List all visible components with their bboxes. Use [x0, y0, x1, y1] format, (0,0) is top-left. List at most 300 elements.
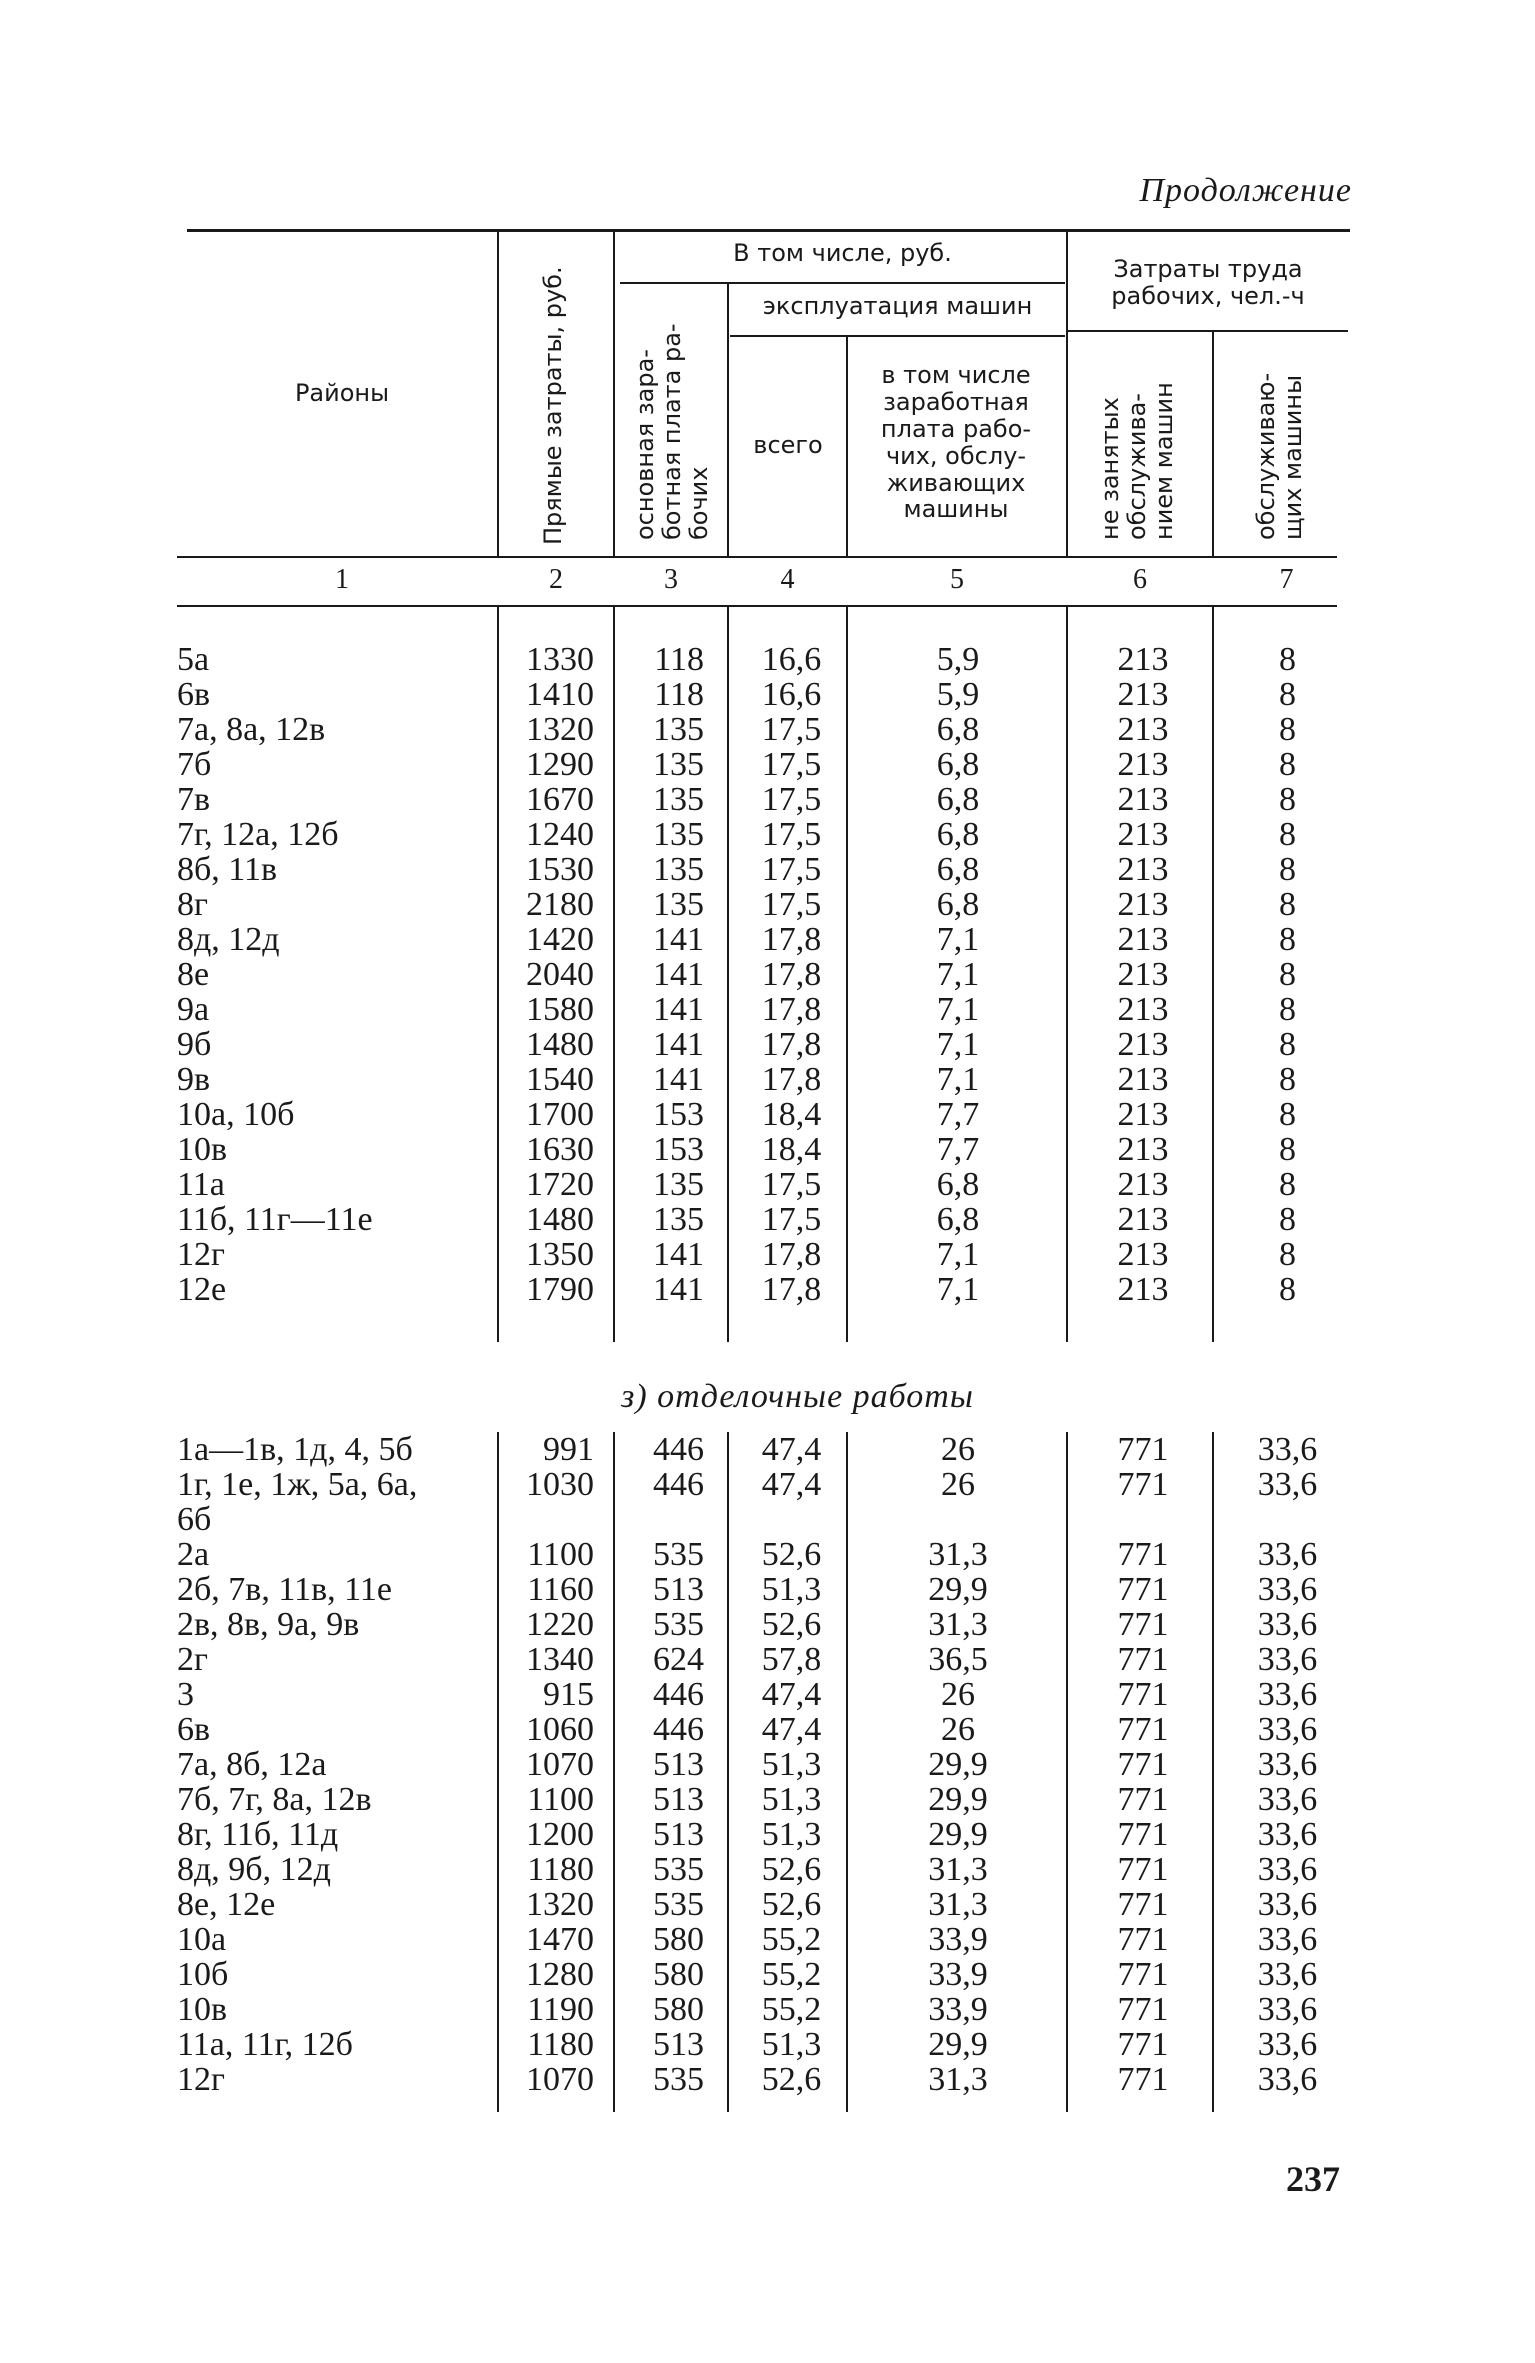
- labor-not-servicing-cell: 771: [1117, 1676, 1169, 1713]
- labor-not-servicing-cell: 771: [1117, 1536, 1169, 1573]
- machine-total-cell: 52,6: [761, 1536, 822, 1573]
- direct-cost-cell: 1160: [527, 1571, 594, 1608]
- direct-cost-cell: 1180: [527, 1851, 594, 1888]
- labor-not-servicing-cell: 213: [1117, 641, 1169, 678]
- machine-wage-cell: 7,1: [936, 991, 980, 1028]
- region-cell: 5а: [177, 641, 210, 678]
- table-row: [0, 852, 1535, 887]
- base-wage-cell: 580: [653, 1921, 704, 1958]
- labor-not-servicing-cell: 771: [1117, 1431, 1169, 1468]
- labor-servicing-cell: 8: [1279, 1131, 1296, 1168]
- machine-total-cell: 17,8: [761, 1026, 822, 1063]
- labor-servicing-cell: 8: [1279, 886, 1296, 923]
- machine-total-cell: 51,3: [761, 2026, 822, 2063]
- machine-total-cell: 17,5: [761, 1166, 822, 1203]
- region-cell: 2г: [177, 1641, 208, 1678]
- machine-wage-cell: 33,9: [928, 1991, 988, 2028]
- labor-not-servicing-cell: 771: [1117, 1571, 1169, 1608]
- machine-total-cell: 51,3: [761, 1571, 822, 1608]
- header-divider: [846, 337, 848, 556]
- section-title: з) отделочные работы: [621, 1378, 974, 1415]
- direct-cost-cell: 1100: [527, 1781, 594, 1818]
- header-divider: [613, 232, 615, 556]
- direct-cost-cell: 1220: [526, 1606, 594, 1643]
- base-wage-cell: 135: [653, 1201, 704, 1238]
- labor-servicing-cell: 33,6: [1257, 1571, 1318, 1608]
- table-row: [0, 747, 1535, 782]
- machine-total-cell: 17,5: [761, 886, 822, 923]
- labor-servicing-cell: 33,6: [1257, 1641, 1318, 1678]
- labor-not-servicing-cell: 213: [1117, 1201, 1169, 1238]
- table-row: [0, 1852, 1535, 1887]
- machine-total-cell: 57,8: [761, 1641, 822, 1678]
- labor-not-servicing-cell: 213: [1117, 991, 1169, 1028]
- base-wage-cell: 141: [653, 1026, 704, 1063]
- direct-cost-cell: 1030: [526, 1466, 594, 1503]
- labor-not-servicing-cell: 213: [1117, 886, 1169, 923]
- machine-total-cell: 51,3: [761, 1816, 822, 1853]
- labor-servicing-cell: 8: [1279, 1271, 1296, 1308]
- subheader-rule: [620, 282, 1065, 284]
- machine-total-cell: 17,8: [761, 991, 822, 1028]
- direct-cost-cell: 1190: [527, 1991, 594, 2028]
- labor-not-servicing-cell: 771: [1117, 1816, 1169, 1853]
- direct-cost-cell: 1410: [526, 676, 594, 713]
- header-labor-costs: Затраты труда рабочих, чел.-ч: [1111, 255, 1305, 310]
- labor-not-servicing-cell: 771: [1117, 1991, 1169, 2028]
- region-cell: 11а: [177, 1166, 225, 1203]
- labor-servicing-cell: 33,6: [1257, 1921, 1318, 1958]
- labor-servicing-cell: 33,6: [1257, 1711, 1318, 1748]
- labor-not-servicing-cell: 213: [1117, 1271, 1169, 1308]
- labor-servicing-cell: 8: [1279, 991, 1296, 1028]
- machine-wage-cell: 36,5: [928, 1641, 988, 1678]
- table-row: [0, 1572, 1535, 1607]
- direct-cost-cell: 1790: [526, 1271, 594, 1308]
- machine-wage-cell: 29,9: [928, 1746, 988, 1783]
- machine-wage-cell: 7,1: [936, 1026, 980, 1063]
- labor-not-servicing-cell: 213: [1117, 851, 1169, 888]
- region-cell: 2б, 7в, 11в, 11е: [177, 1571, 392, 1608]
- labor-not-servicing-cell: 771: [1117, 2061, 1169, 2098]
- base-wage-cell: 446: [653, 1711, 704, 1748]
- direct-cost-cell: 1240: [526, 816, 594, 853]
- region-cell: 11а, 11г, 12б: [177, 2026, 353, 2063]
- direct-cost-cell: 1350: [526, 1236, 594, 1273]
- header-not-servicing: не занятых обслужива- нием машин: [1096, 382, 1178, 540]
- table-row: [0, 922, 1535, 957]
- machine-wage-cell: 29,9: [928, 1816, 988, 1853]
- machine-wage-cell: 31,3: [928, 1606, 988, 1643]
- labor-servicing-cell: 33,6: [1257, 1746, 1318, 1783]
- labor-servicing-cell: 8: [1279, 676, 1296, 713]
- machine-total-cell: 55,2: [761, 1956, 822, 1993]
- base-wage-cell: 446: [653, 1676, 704, 1713]
- machine-total-cell: 17,8: [761, 956, 822, 993]
- machine-wage-cell: 6,8: [936, 851, 980, 888]
- machine-total-cell: 17,5: [761, 851, 822, 888]
- labor-servicing-cell: 33,6: [1257, 1431, 1318, 1468]
- region-cell: 1а—1в, 1д, 4, 5б: [177, 1431, 413, 1468]
- labor-servicing-cell: 33,6: [1257, 1816, 1318, 1853]
- direct-cost-cell: 1700: [526, 1096, 594, 1133]
- table-row: [0, 1202, 1535, 1237]
- labor-servicing-cell: 33,6: [1257, 1956, 1318, 1993]
- machine-wage-cell: 7,1: [936, 1271, 980, 1308]
- table-row: [0, 712, 1535, 747]
- base-wage-cell: 535: [653, 2061, 704, 2098]
- base-wage-cell: 446: [653, 1466, 704, 1503]
- base-wage-cell: 118: [654, 676, 704, 713]
- region-cell: 8г: [177, 886, 208, 923]
- column-number: 5: [950, 564, 964, 595]
- machine-total-cell: 17,8: [761, 1236, 822, 1273]
- labor-not-servicing-cell: 771: [1117, 1956, 1169, 1993]
- direct-cost-cell: 1530: [526, 851, 594, 888]
- table-row: [0, 1132, 1535, 1167]
- machine-total-cell: 17,5: [761, 816, 822, 853]
- region-cell: 10б: [177, 1956, 229, 1993]
- base-wage-cell: 535: [653, 1606, 704, 1643]
- machine-wage-cell: 33,9: [928, 1956, 988, 1993]
- region-cell: 10а, 10б: [177, 1096, 295, 1133]
- table-row: [0, 1237, 1535, 1272]
- table-row: [0, 1992, 1535, 2027]
- table-row: [0, 1922, 1535, 1957]
- table-row: [0, 1167, 1535, 1202]
- labor-servicing-cell: 33,6: [1257, 1676, 1318, 1713]
- labor-servicing-cell: 8: [1279, 1026, 1296, 1063]
- labor-servicing-cell: 8: [1279, 641, 1296, 678]
- header-servicing: обслуживаю- щих машины: [1252, 372, 1307, 540]
- direct-cost-cell: 1720: [526, 1166, 594, 1203]
- labor-not-servicing-cell: 213: [1117, 1236, 1169, 1273]
- page-number: 237: [1286, 2159, 1340, 2199]
- base-wage-cell: 535: [653, 1886, 704, 1923]
- machine-wage-cell: 31,3: [928, 1536, 988, 1573]
- labor-not-servicing-cell: 771: [1117, 1466, 1169, 1503]
- table-row: [0, 887, 1535, 922]
- table-row: [0, 1467, 1535, 1502]
- labor-servicing-cell: 8: [1279, 711, 1296, 748]
- machine-wage-cell: 26: [941, 1466, 975, 1503]
- labor-not-servicing-cell: 213: [1117, 921, 1169, 958]
- table-row: [0, 817, 1535, 852]
- base-wage-cell: 446: [653, 1431, 704, 1468]
- region-cell: 8е, 12е: [177, 1886, 276, 1923]
- labor-not-servicing-cell: 771: [1117, 1851, 1169, 1888]
- region-cell: 12е: [177, 1271, 227, 1308]
- labor-not-servicing-cell: 771: [1117, 1921, 1169, 1958]
- machine-total-cell: 18,4: [761, 1131, 822, 1168]
- base-wage-cell: 118: [654, 641, 704, 678]
- base-wage-cell: 513: [653, 2026, 704, 2063]
- machine-wage-cell: 6,8: [936, 781, 980, 818]
- column-number: 1: [335, 564, 349, 595]
- region-cell: 9а: [177, 991, 210, 1028]
- machine-wage-cell: 29,9: [928, 2026, 988, 2063]
- base-wage-cell: 135: [653, 851, 704, 888]
- machine-total-cell: 51,3: [761, 1746, 822, 1783]
- direct-cost-cell: 1670: [526, 781, 594, 818]
- labor-not-servicing-cell: 771: [1117, 1886, 1169, 1923]
- base-wage-cell: 135: [653, 1166, 704, 1203]
- machine-wage-cell: 31,3: [928, 1851, 988, 1888]
- table-row: [0, 1062, 1535, 1097]
- machine-total-cell: 52,6: [761, 1851, 822, 1888]
- base-wage-cell: 535: [653, 1851, 704, 1888]
- labor-servicing-cell: 8: [1279, 1166, 1296, 1203]
- labor-servicing-cell: 8: [1279, 956, 1296, 993]
- machine-wage-cell: 7,1: [936, 1236, 980, 1273]
- base-wage-cell: 141: [653, 956, 704, 993]
- direct-cost-cell: 991: [543, 1431, 594, 1468]
- region-cell: 7в: [177, 781, 211, 818]
- base-wage-cell: 580: [653, 1956, 704, 1993]
- header-bottom-rule: [177, 556, 1337, 558]
- table-row: [0, 1817, 1535, 1852]
- region-cell: 2в, 8в, 9а, 9в: [177, 1606, 360, 1643]
- labor-servicing-cell: 33,6: [1257, 2026, 1318, 2063]
- table-row: [0, 642, 1535, 677]
- region-cell: 12г: [177, 1236, 225, 1273]
- base-wage-cell: 580: [653, 1991, 704, 2028]
- machine-wage-cell: 6,8: [936, 816, 980, 853]
- machine-wage-cell: 33,9: [928, 1921, 988, 1958]
- machine-wage-cell: 26: [941, 1676, 975, 1713]
- table-row: [0, 1677, 1535, 1712]
- labor-not-servicing-cell: 213: [1117, 1026, 1169, 1063]
- base-wage-cell: 513: [653, 1816, 704, 1853]
- base-wage-cell: 513: [653, 1571, 704, 1608]
- direct-cost-cell: 2180: [526, 886, 594, 923]
- labor-not-servicing-cell: 213: [1117, 816, 1169, 853]
- column-number: 4: [780, 564, 795, 595]
- table-row: [0, 1097, 1535, 1132]
- labor-not-servicing-cell: 213: [1117, 711, 1169, 748]
- region-cell: 7б, 7г, 8а, 12в: [177, 1781, 372, 1818]
- labor-not-servicing-cell: 771: [1117, 1781, 1169, 1818]
- labor-servicing-cell: 8: [1279, 816, 1296, 853]
- labor-not-servicing-cell: 771: [1117, 1641, 1169, 1678]
- machine-total-cell: 47,4: [761, 1676, 822, 1713]
- machine-wage-cell: 7,7: [936, 1096, 980, 1133]
- base-wage-cell: 513: [653, 1781, 704, 1818]
- machine-total-cell: 17,8: [761, 1271, 822, 1308]
- machine-total-cell: 47,4: [761, 1711, 822, 1748]
- labor-servicing-cell: 8: [1279, 921, 1296, 958]
- direct-cost-cell: 1480: [526, 1201, 594, 1238]
- direct-cost-cell: 915: [543, 1676, 594, 1713]
- column-number: 7: [1279, 564, 1294, 595]
- table-row: [0, 1887, 1535, 1922]
- labor-servicing-cell: 33,6: [1257, 1466, 1318, 1503]
- header-including: В том числе, руб.: [733, 239, 952, 267]
- base-wage-cell: 141: [653, 991, 704, 1028]
- header-base-wage: основная зара- ботная плата ра- бочих: [631, 323, 713, 540]
- direct-cost-cell: 1580: [526, 991, 594, 1028]
- labor-not-servicing-cell: 771: [1117, 1711, 1169, 1748]
- direct-cost-cell: 1420: [526, 921, 594, 958]
- machine-total-cell: 52,6: [761, 2061, 822, 2098]
- base-wage-cell: 135: [653, 886, 704, 923]
- labor-not-servicing-cell: 771: [1117, 1606, 1169, 1643]
- header-machine-operation: эксплуатация машин: [762, 292, 1033, 320]
- labor-servicing-cell: 8: [1279, 746, 1296, 783]
- region-cell: 12г: [177, 2061, 225, 2098]
- labor-servicing-cell: 8: [1279, 781, 1296, 818]
- labor-servicing-cell: 8: [1279, 1096, 1296, 1133]
- machine-total-cell: 17,5: [761, 711, 822, 748]
- machine-wage-cell: 26: [941, 1711, 975, 1748]
- table-row: [0, 1607, 1535, 1642]
- labor-servicing-cell: 33,6: [1257, 1851, 1318, 1888]
- machine-total-cell: 17,8: [761, 921, 822, 958]
- table-row: [0, 1747, 1535, 1782]
- labor-servicing-cell: 33,6: [1257, 1536, 1318, 1573]
- labor-servicing-cell: 8: [1279, 1201, 1296, 1238]
- labor-servicing-cell: 33,6: [1257, 1886, 1318, 1923]
- machine-wage-cell: 6,8: [936, 886, 980, 923]
- base-wage-cell: 135: [653, 816, 704, 853]
- running-title: Продолжение: [1139, 172, 1352, 209]
- region-cell: 9б: [177, 1026, 212, 1063]
- header-direct-costs: Прямые затраты, руб.: [539, 266, 567, 545]
- labor-not-servicing-cell: 771: [1117, 2026, 1169, 2063]
- machine-total-cell: 47,4: [761, 1466, 822, 1503]
- labor-servicing-cell: 33,6: [1257, 1991, 1318, 2028]
- machine-total-cell: 16,6: [761, 676, 822, 713]
- labor-not-servicing-cell: 213: [1117, 1166, 1169, 1203]
- header-total: всего: [753, 431, 823, 459]
- machine-wage-cell: 31,3: [928, 1886, 988, 1923]
- table-row: [0, 1957, 1535, 1992]
- machine-total-cell: 51,3: [761, 1781, 822, 1818]
- column-number-rule: [177, 605, 1337, 607]
- direct-cost-cell: 1060: [526, 1711, 594, 1748]
- table-row: [0, 1642, 1535, 1677]
- machine-wage-cell: 7,1: [936, 921, 980, 958]
- table-row: [0, 1782, 1535, 1817]
- direct-cost-cell: 1470: [526, 1921, 594, 1958]
- header-divider: [727, 284, 729, 556]
- region-cell: 7а, 8б, 12а: [177, 1746, 327, 1783]
- direct-cost-cell: 1200: [526, 1816, 594, 1853]
- machine-total-cell: 17,5: [761, 1201, 822, 1238]
- table-row: [0, 2062, 1535, 2097]
- base-wage-cell: 535: [653, 1536, 704, 1573]
- labor-not-servicing-cell: 213: [1117, 746, 1169, 783]
- direct-cost-cell: 1290: [526, 746, 594, 783]
- machine-total-cell: 52,6: [761, 1886, 822, 1923]
- direct-cost-cell: 1480: [526, 1026, 594, 1063]
- machine-total-cell: 47,4: [761, 1431, 822, 1468]
- base-wage-cell: 141: [653, 1061, 704, 1098]
- labor-not-servicing-cell: 213: [1117, 781, 1169, 818]
- table-row: [0, 957, 1535, 992]
- machine-total-cell: 17,5: [761, 781, 822, 818]
- machine-wage-cell: 6,8: [936, 746, 980, 783]
- machine-wage-cell: 26: [941, 1431, 975, 1468]
- table-row: [0, 782, 1535, 817]
- machine-wage-cell: 6,8: [936, 1166, 980, 1203]
- machine-total-cell: 55,2: [761, 1991, 822, 2028]
- table-row: [0, 1272, 1535, 1307]
- region-cell: 11б, 11г—11е: [177, 1201, 373, 1238]
- labor-not-servicing-cell: 213: [1117, 1061, 1169, 1098]
- table-row: [0, 1712, 1535, 1747]
- direct-cost-cell: 1070: [526, 2061, 594, 2098]
- machine-total-cell: 18,4: [761, 1096, 822, 1133]
- labor-servicing-cell: 8: [1279, 1061, 1296, 1098]
- machine-total-cell: 16,6: [761, 641, 822, 678]
- table-row: [0, 2027, 1535, 2062]
- region-cell: 8е: [177, 956, 210, 993]
- base-wage-cell: 135: [653, 711, 704, 748]
- base-wage-cell: 513: [653, 1746, 704, 1783]
- region-cell: 7б: [177, 746, 212, 783]
- table-row: [0, 1432, 1535, 1467]
- labor-not-servicing-cell: 213: [1117, 676, 1169, 713]
- direct-cost-cell: 1320: [526, 711, 594, 748]
- labor-servicing-cell: 33,6: [1257, 2061, 1318, 2098]
- region-cell: 2а: [177, 1536, 210, 1573]
- region-cell: 6в: [177, 1711, 211, 1748]
- labor-rule: [1068, 330, 1348, 332]
- machine-wage-cell: 7,1: [936, 956, 980, 993]
- region-cell: 9в: [177, 1061, 211, 1098]
- region-cell: 8г, 11б, 11д: [177, 1816, 339, 1853]
- region-cell: 7а, 8а, 12в: [177, 711, 326, 748]
- header-regions: Районы: [294, 379, 390, 407]
- direct-cost-cell: 1070: [526, 1746, 594, 1783]
- labor-not-servicing-cell: 213: [1117, 1096, 1169, 1133]
- machine-rule: [730, 335, 1065, 337]
- header-top-rule: [187, 229, 1350, 232]
- header-divider: [497, 232, 499, 556]
- base-wage-cell: 153: [653, 1096, 704, 1133]
- labor-servicing-cell: 8: [1279, 1236, 1296, 1273]
- labor-not-servicing-cell: 213: [1117, 1131, 1169, 1168]
- table-row: [0, 1537, 1535, 1572]
- machine-wage-cell: 29,9: [928, 1781, 988, 1818]
- base-wage-cell: 153: [653, 1131, 704, 1168]
- machine-wage-cell: 6,8: [936, 711, 980, 748]
- column-number: 2: [549, 564, 563, 595]
- table-row: [0, 992, 1535, 1027]
- header-including-wage: в том числе заработная плата рабо- чих, обслу- живающих машины: [880, 361, 1032, 524]
- table-row: [0, 677, 1535, 712]
- region-cell: 6б: [177, 1501, 212, 1538]
- region-cell: 10а: [177, 1921, 227, 1958]
- direct-cost-cell: 1540: [526, 1061, 594, 1098]
- region-cell: 6в: [177, 676, 211, 713]
- labor-servicing-cell: 33,6: [1257, 1606, 1318, 1643]
- column-number: 3: [664, 564, 678, 595]
- region-cell: 8б, 11в: [177, 851, 278, 888]
- machine-wage-cell: 31,3: [928, 2061, 988, 2098]
- table-row: [0, 1502, 1535, 1537]
- direct-cost-cell: 1180: [527, 2026, 594, 2063]
- base-wage-cell: 135: [653, 781, 704, 818]
- region-cell: 8д, 12д: [177, 921, 280, 958]
- labor-servicing-cell: 33,6: [1257, 1781, 1318, 1818]
- base-wage-cell: 141: [653, 921, 704, 958]
- machine-wage-cell: 29,9: [928, 1571, 988, 1608]
- labor-not-servicing-cell: 213: [1117, 956, 1169, 993]
- direct-cost-cell: 1340: [526, 1641, 594, 1678]
- machine-total-cell: 17,5: [761, 746, 822, 783]
